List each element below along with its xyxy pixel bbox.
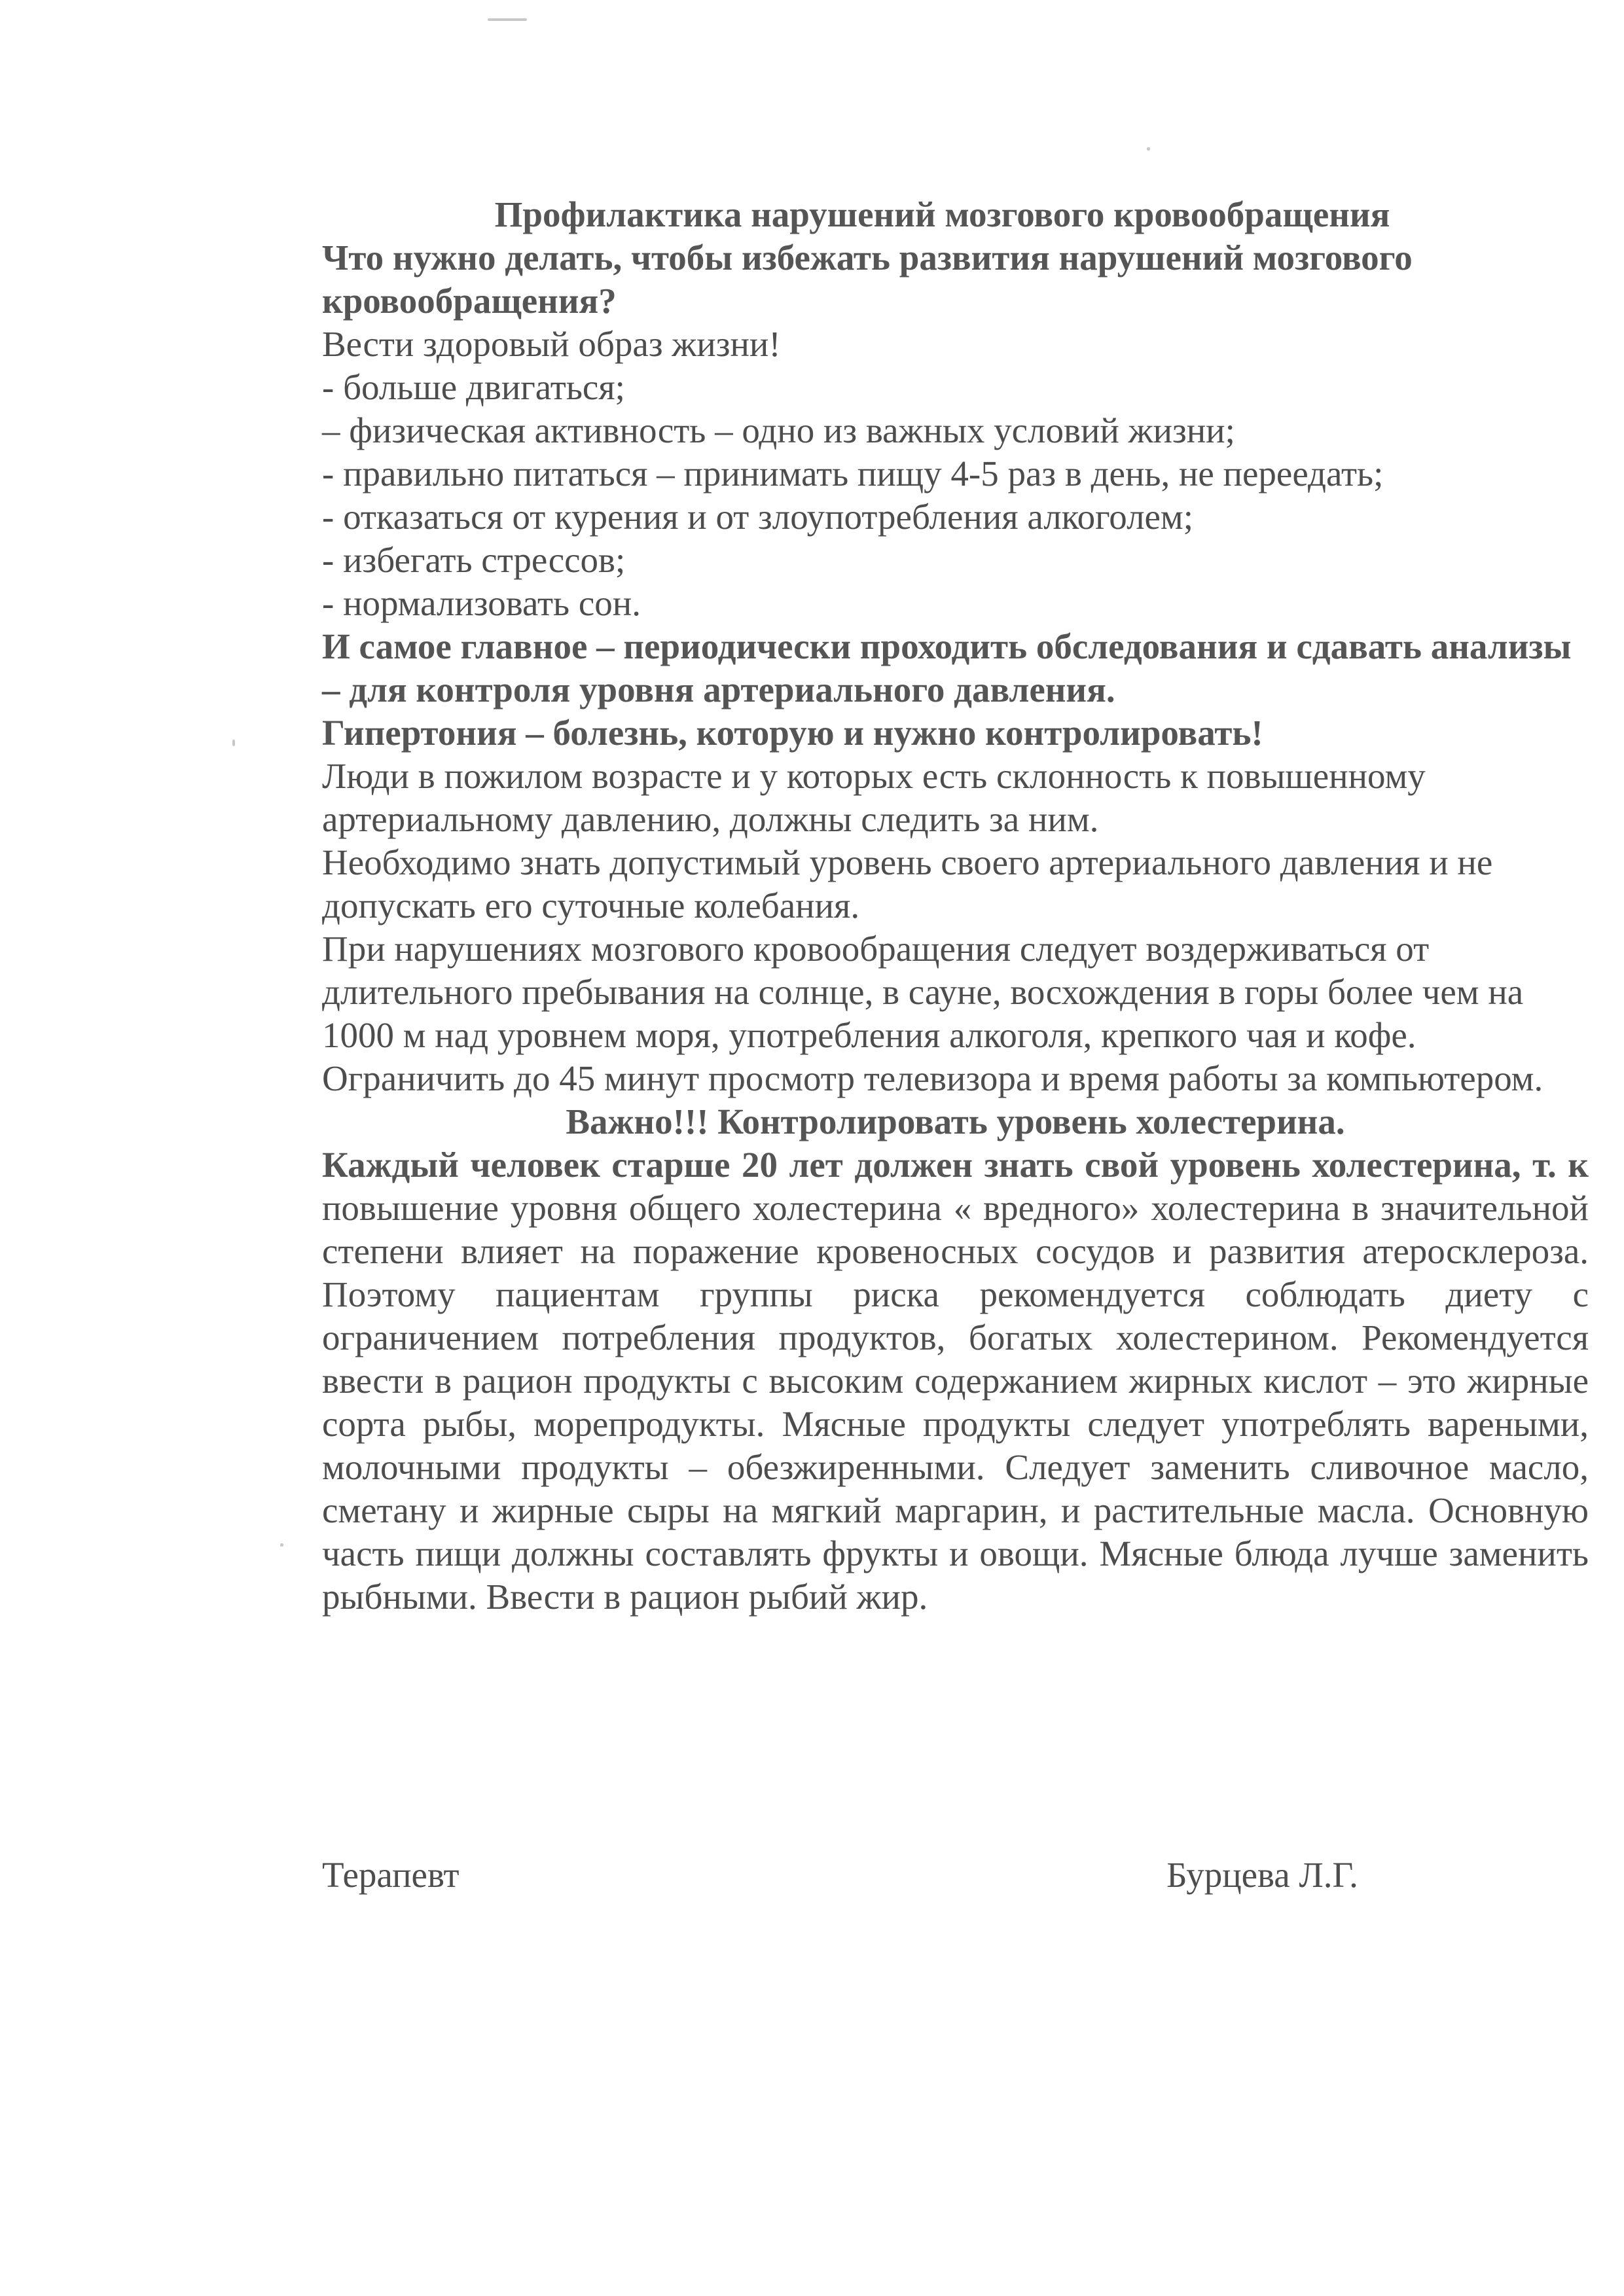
signature-role: Терапевт [322, 1855, 460, 1895]
list-item: – физическая активность – одно из важных условий жизни; [322, 410, 1235, 450]
hypertension-statement: Гипертония – болезнь, которую и нужно контролировать! [322, 713, 1263, 753]
list-item: - нормализовать сон. [322, 583, 641, 623]
signature-name: Бурцева Л.Г. [1166, 1855, 1358, 1895]
scan-speck [1147, 147, 1150, 151]
recommendations-list [322, 366, 1589, 625]
blood-pressure-paragraph: Необходимо знать допустимый уровень своего артериального давления и не допускать его суточные колебания. [322, 842, 1493, 925]
elderly-paragraph: Люди в пожилом возрасте и у которых есть склонность к повышенному артериальному давлению, должны следить за ним. [322, 756, 1426, 839]
question-heading: Что нужно делать, чтобы избежать развития нарушений мозгового кровообращения? [322, 238, 1413, 321]
scan-speck [232, 740, 235, 746]
scan-speck [280, 1543, 283, 1547]
document-body [322, 193, 1589, 1619]
scan-speck [488, 18, 527, 21]
cholesterol-bold-lead: Каждый человек старше 20 лет должен знать свой уровень холестерина, т. к [322, 1145, 1589, 1185]
list-item: - отказаться от курения и от злоупотребления алкоголем; [322, 497, 1194, 537]
list-item: - правильно питаться – принимать пищу 4-5 раз в день, не переедать; [322, 454, 1384, 493]
main-point: И самое главное – периодически проходить обследования и сдавать анализы – для контроля уровня артериального давления. [322, 626, 1572, 709]
cholesterol-text: повышение уровня общего холестерина « вредного» холестерина в значительной степени влияет на поражение кровеносных сосудов и развития атеросклероза. Поэтому пациентам группы риска рекомендуется соблюдать диету с ограничением потребления продуктов, богатых холестерином. Рекомендуется ввести в рацион продукты с высоким содержанием жирных кислот – это жирные сорта рыбы, морепродукты. Мясные продукты следует употреблять вареными, молочными продукты – обезжиренными. Следует заменить сливочное масло, сметану и жирные сыры на мягкий маргарин, и растительные масла. Основную часть пищи должны составлять фрукты и овощи. Мясные блюда лучше заменить рыбными. Ввести в рацион рыбий жир. [322, 1188, 1589, 1617]
cholesterol-heading: Важно!!! Контролировать уровень холестерина. [566, 1102, 1345, 1141]
intro-text: Вести здоровый образ жизни! [322, 324, 781, 364]
avoid-paragraph: При нарушениях мозгового кровообращения следует воздерживаться от длительного пребывания на солнце, в сауне, восхождения в горы более чем на 1000 м над уровнем моря, употребления алкоголя, крепкого чая и кофе. Ограничить до 45 минут просмотр телевизора и время работы за компьютером. [322, 929, 1543, 1098]
list-item: - избегать стрессов; [322, 540, 626, 580]
cholesterol-paragraph [322, 1143, 1589, 1619]
list-item: - больше двигаться; [322, 367, 625, 407]
document-title: Профилактика нарушений мозгового кровообращения [494, 194, 1390, 234]
